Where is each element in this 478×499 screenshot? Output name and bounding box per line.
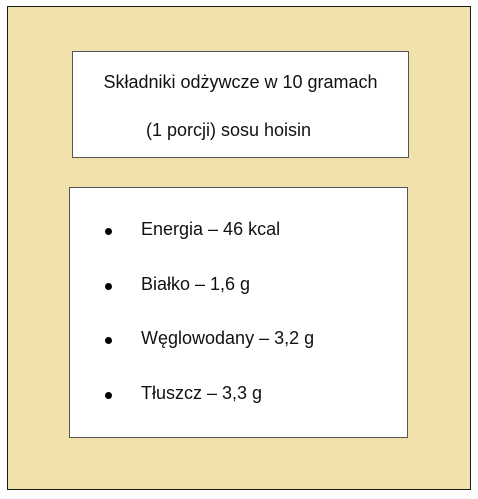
nutrient-fat: Tłuszcz – 3,3 g — [141, 383, 263, 403]
title-line-1: Składniki odżywcze w 10 gramach — [103, 72, 378, 92]
list-item — [70, 274, 407, 298]
bullet-icon — [105, 283, 112, 290]
nutrient-energy: Energia – 46 kcal — [141, 219, 281, 239]
bullet-icon — [105, 228, 112, 235]
bullet-icon — [105, 392, 112, 399]
list-item — [70, 219, 407, 243]
title-line-2: (1 porcji) sosu hoisin — [145, 120, 312, 140]
list-item — [70, 328, 407, 352]
list-item — [70, 383, 407, 407]
bullet-icon — [105, 337, 112, 344]
nutrient-protein: Białko – 1,6 g — [141, 274, 251, 294]
nutrient-list — [69, 187, 408, 438]
title-box — [72, 51, 409, 158]
nutrient-carbohydrates: Węglowodany – 3,2 g — [141, 328, 315, 348]
nutrition-card — [7, 6, 471, 490]
